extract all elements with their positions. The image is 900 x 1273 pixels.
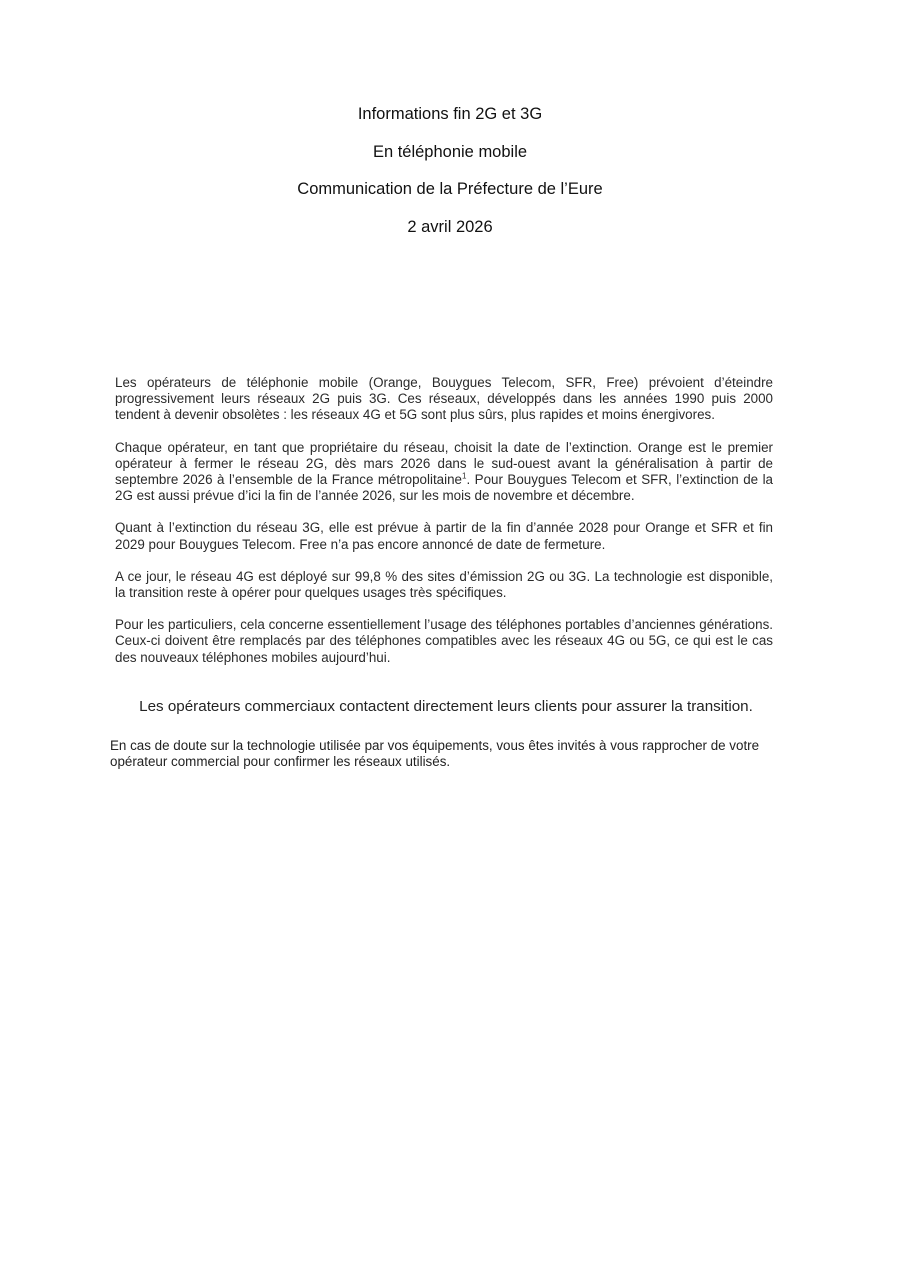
paragraph-2g-text-before: Chaque opérateur, en tant que propriétaire du réseau, choisit la date de l’extinction. Orange est le premier opérateur à fermer le réseau 2G, dès mars 2026 dans le sud-ouest avant la généralisation à partir de septembre 2026 à l’ensemble de la France métropolitaine xyxy=(115,439,773,488)
document-title: Informations fin 2G et 3G xyxy=(357,105,543,123)
closing-paragraph: En cas de doute sur la technologie utilisée par vos équipements, vous êtes invités à vous rapprocher de votre opérateur commercial pour confirmer les réseaux utilisés. xyxy=(110,738,760,770)
document-issuer: Communication de la Préfecture de l’Eure xyxy=(297,180,603,198)
paragraph-individuals: Pour les particuliers, cela concerne essentiellement l’usage des téléphones portables d’anciennes générations. Ceux-ci doivent être remplacés par des téléphones compatibles avec les réseaux 4G ou 5G, ce qui est le cas des nouveaux téléphones mobiles aujourd’hui. xyxy=(115,617,773,665)
paragraph-4g-coverage: A ce jour, le réseau 4G est déployé sur 99,8 % des sites d’émission 2G ou 3G. La technologie est disponible, la transition reste à opérer pour quelques usages très spécifiques. xyxy=(115,568,773,601)
document-header xyxy=(0,104,900,254)
document-body xyxy=(115,375,773,682)
footnote-marker: 1 xyxy=(462,471,467,481)
paragraph-3g-extinction: Quant à l’extinction du réseau 3G, elle est prévue à partir de la fin d’année 2028 pour Orange et SFR et fin 2029 pour Bouygues Telecom. Free n’a pas encore annoncé de date de fermeture. xyxy=(115,520,773,552)
paragraph-operators-intro: Les opérateurs de téléphonie mobile (Orange, Bouygues Telecom, SFR, Free) prévoient d’éteindre progressivement leurs réseaux 2G puis 3G. Ces réseaux, développés dans les années 1990 puis 2000 tendent à devenir obsolètes : les réseaux 4G et 5G sont plus sûrs, plus rapides et moins énergivores. xyxy=(115,375,773,423)
highlight-statement: Les opérateurs commerciaux contactent directement leurs clients pour assurer la transition. xyxy=(139,698,753,715)
document-subtitle: En téléphonie mobile xyxy=(372,142,528,161)
paragraph-2g-extinction xyxy=(115,440,773,505)
document-date: 2 avril 2026 xyxy=(407,217,493,236)
paragraph-2g-text-after: . Pour Bouygues Telecom et SFR, l’extinction de la 2G est aussi prévue d’ici la fin de l’année 2026, sur les mois de novembre et décembre. xyxy=(115,472,773,504)
